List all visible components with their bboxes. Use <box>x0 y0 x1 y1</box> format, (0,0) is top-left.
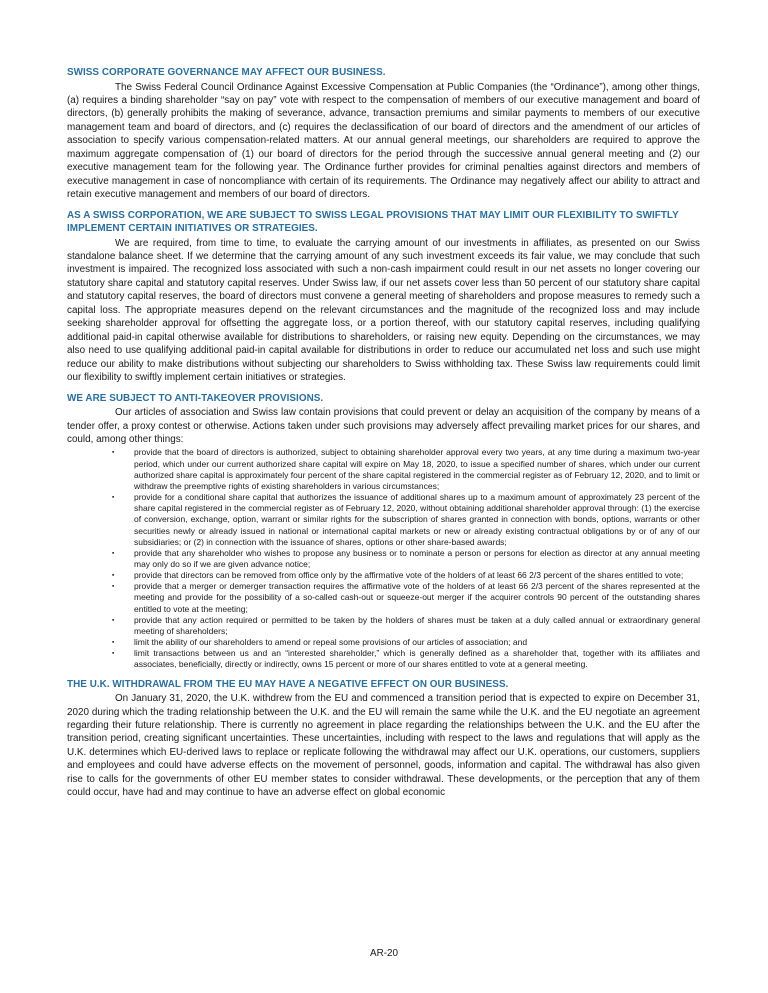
list-item <box>67 581 700 614</box>
section-paragraph: The Swiss Federal Council Ordinance Against Excessive Compensation at Public Companies (the “Ordinance”), among other things, (a) requires a binding shareholder “say on pay” vote with respect to the compensation of members of our executive management and board of directors, (b) generally prohibits the making of severance, advance, transaction premiums and similar payments to members of our executive management team and board of directors, and (c) requires the declassification of our board of directors and the amendment of our articles of association to specify various compensation-related matters. At our annual general meetings, our shareholders are required to approve the maximum aggregate compensation of (1) our board of directors for the period through the successive annual general meeting and (2) our executive management team for the following year. The Ordinance further provides for criminal penalties against directors and members of executive management in case of noncompliance with certain of its requirements. The Ordinance may negatively affect our ability to attract and retain executive management and members of our board of directors. <box>67 81 700 201</box>
list-item <box>67 648 700 670</box>
list-item-text: provide that a merger or demerger transaction requires the affirmative vote of the holders of at least 66 2/3 percent of the shares represented at the meeting and provide for the possibility of a so-called cash-out or squeeze-out merger if the acquirer controls 90 percent of the outstanding shares entitled to vote at the meeting; <box>134 581 700 614</box>
list-item-text: provide that any action required or permitted to be taken by the holders of shares must be taken at a duly called annual or extraordinary general meeting of shareholders; <box>134 614 700 636</box>
section-swiss-governance <box>67 66 700 202</box>
list-item-text: provide that any shareholder who wishes to propose any business or to nominate a person or persons for election as director at any annual meeting may only do so if we are given advance notice; <box>134 547 700 569</box>
provisions-list <box>67 447 700 670</box>
list-item <box>67 447 700 492</box>
list-item <box>67 492 700 548</box>
bullet-icon: ▪ <box>112 572 115 580</box>
section-paragraph: On January 31, 2020, the U.K. withdrew from the EU and commenced a transition period that is expected to expire on December 31, 2020 during which the trading relationship between the U.K. and the EU will remain the same while the U.K. and the EU negotiate an agreement regarding their future relationship. There is currently no agreement in place regarding the relationships between the U.K. and the EU after the transition period, creating significant uncertainties. These uncertainties, including with respect to the laws and regulations that will apply as the U.K. determines which EU-derived laws to replace or replicate following the withdrawal may affect our U.K. operations, our customers, suppliers and employees and could have adverse effects on the movement of personnel, goods, information and capital. The withdrawal has also given rise to calls for the governments of other EU member states to consider withdrawal. These developments, or the perception that any of them could occur, have had and may continue to have an adverse effect on global economic <box>67 693 700 799</box>
bullet-icon: ▪ <box>112 650 115 658</box>
bullet-icon: ▪ <box>112 449 115 457</box>
bullet-icon: ▪ <box>112 494 115 502</box>
list-item <box>67 637 700 648</box>
section-anti-takeover <box>67 392 700 671</box>
page-number: AR-20 <box>370 948 398 959</box>
section-paragraph: We are required, from time to time, to evaluate the carrying amount of our investments in affiliates, as presented on our Swiss standalone balance sheet. If we determine that the carrying amount of any such investment exceeds its fair value, we may conclude that such investment is impaired. The recognized loss associated with such a non-cash impairment could result in our net assets no longer covering our statutory share capital and statutory capital reserves. Under Swiss law, if our net assets cover less than 50 percent of our statutory share capital and statutory capital reserves, the board of directors must convene a general meeting of shareholders and propose measures to remedy such a capital loss. The appropriate measures depend on the relevant circumstances and the magnitude of the recognized loss and may include seeking shareholder approval for offsetting the aggregate loss, or a portion thereof, with our statutory capital reserves, including qualifying additional paid-in capital otherwise available for distributions to shareholders, or raising new equity. Depending on the circumstances, we may also need to use qualifying additional paid-in capital available for distributions in order to reduce our accumulated net loss and such use might reduce our ability to make distributions without subjecting our shareholders to Swiss withholding tax. These Swiss law requirements could limit our flexibility to swiftly implement certain initiatives or strategies. <box>67 237 700 384</box>
section-heading: SWISS CORPORATE GOVERNANCE MAY AFFECT OUR BUSINESS. <box>67 67 386 78</box>
list-item-text: provide for a conditional share capital that authorizes the issuance of additional shares up to a maximum amount of approximately 23 percent of the share capital registered in the commercial register as of February 12, 2020, without obtaining additional shareholder approval through: (1) the exercise of conversion, exchange, option, warrant or similar rights for the subscription of shares granted in connection with bonds, options, warrants or other securities newly or already issued in national or international capital markets or new or already existing contractual obligations by or of any of our subsidiaries; or (2) in connection with the issuance of shares, options or other share-based awards; <box>134 492 700 547</box>
bullet-icon: ▪ <box>112 616 115 624</box>
section-heading: THE U.K. WITHDRAWAL FROM THE EU MAY HAVE A NEGATIVE EFFECT ON OUR BUSINESS. <box>67 678 509 690</box>
bullet-icon: ▪ <box>112 639 115 647</box>
list-item-text: limit transactions between us and an “interested shareholder,” which is generally defined as a shareholder that, together with its affiliates and associates, beneficially, directly or indirectly, owns 15 percent or more of our shares entitled to vote at a general meeting. <box>134 648 700 670</box>
bullet-icon: ▪ <box>112 583 115 591</box>
list-item <box>67 548 700 570</box>
bullet-icon: ▪ <box>112 549 115 557</box>
section-uk-withdrawal <box>67 678 700 800</box>
list-item <box>67 570 700 581</box>
list-item-text: provide that directors can be removed from office only by the affirmative vote of the holders of at least 66 2/3 percent of the shares entitled to vote; <box>134 570 684 581</box>
section-paragraph: Our articles of association and Swiss law contain provisions that could prevent or delay an acquisition of the company by means of a tender offer, a proxy contest or otherwise. Actions taken under such provisions may adversely affect prevailing market prices for our shares, and could, among other things: <box>67 407 700 445</box>
list-item <box>67 615 700 637</box>
list-item-text: provide that the board of directors is authorized, subject to obtaining shareholder approval every two years, at any time during a maximum two-year period, which under our current authorized share capital will expire on May 18, 2020, to issue a specified number of shares, which under our current authorized share capital is approximately four percent of the share capital registered in the commercial register as of February 12, 2020, and to limit or withdraw the preemptive rights of existing shareholders in various circumstances; <box>134 447 700 491</box>
list-item-text: limit the ability of our shareholders to amend or repeal some provisions of our articles of association; and <box>134 637 528 648</box>
section-swiss-legal-provisions <box>67 209 700 385</box>
section-heading: AS A SWISS CORPORATION, WE ARE SUBJECT TO SWISS LEGAL PROVISIONS THAT MAY LIMIT OUR FLEXIBILITY TO SWIFTLY IMPLEMENT CERTAIN INITIATIVES OR STRATEGIES. <box>67 209 679 235</box>
section-heading: WE ARE SUBJECT TO ANTI-TAKEOVER PROVISIONS. <box>67 392 324 404</box>
